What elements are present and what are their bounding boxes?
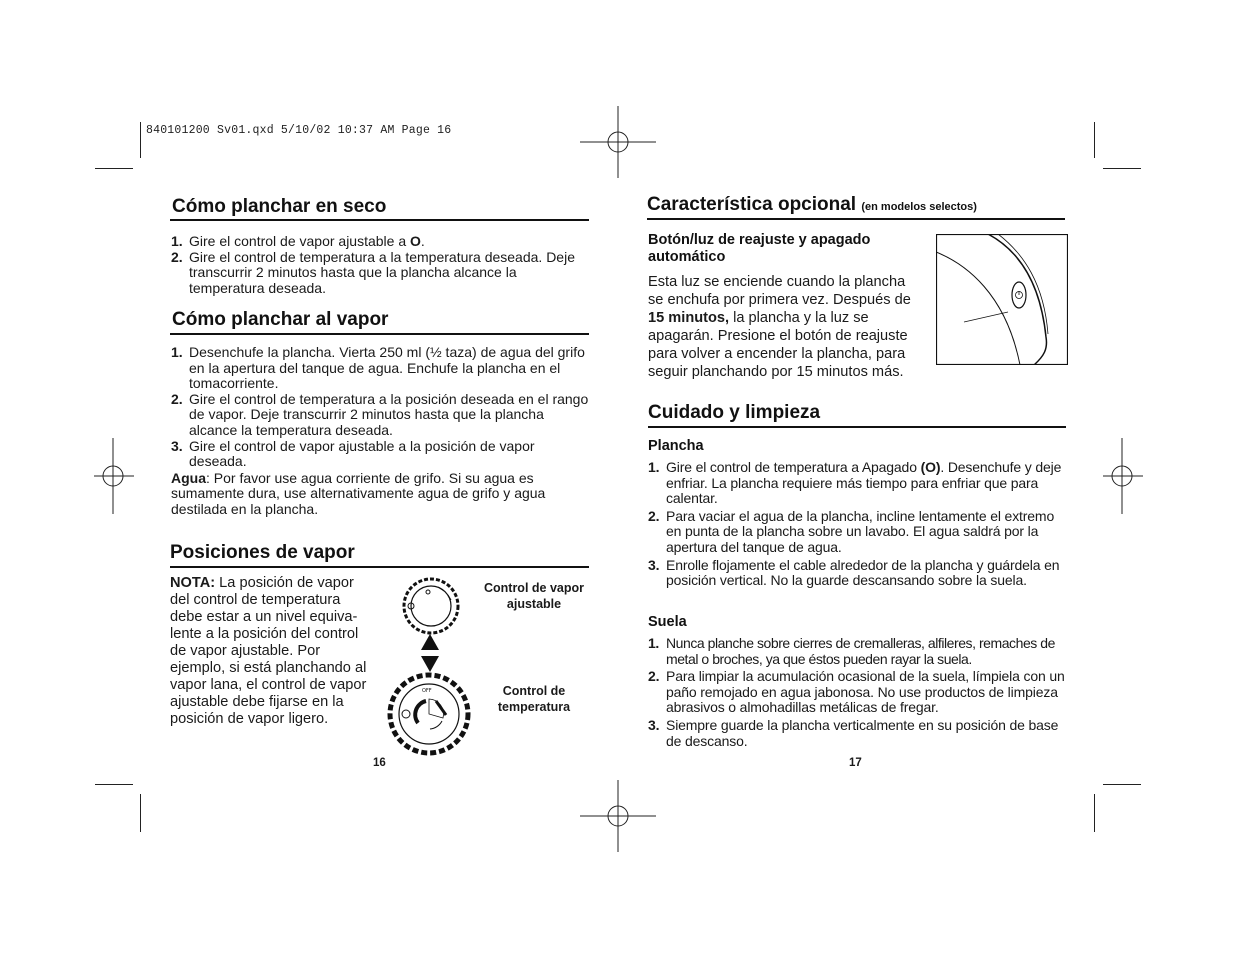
sole-subtitle: Suela bbox=[648, 614, 687, 630]
crop-mark bbox=[95, 168, 133, 169]
list-item: 2. Gire el control de temperatura a la posición deseada en el rango de vapor. Deje transcurrir 2 minutos hasta que la plancha alcance la temperatura deseada. bbox=[171, 390, 589, 438]
steam-control-label: Control de vapor ajustable bbox=[483, 581, 584, 611]
list-item: 2. Para vaciar el agua de la plancha, incline lentamente el extremo en punta de la plancha sobre un lavabo. El agua saldrá por la apertura del tanque de agua. bbox=[648, 507, 1055, 555]
section-rule bbox=[648, 426, 1066, 428]
list-item: 2. Gire el control de temperatura a la temperatura deseada. Deje transcurrir 2 minutos hasta que la plancha alcance la temperatura deseada. bbox=[171, 248, 575, 296]
iron-reset-button-illustration bbox=[936, 234, 1068, 365]
iron-list bbox=[648, 460, 1068, 589]
crop-mark bbox=[1094, 122, 1095, 158]
registration-mark-icon bbox=[94, 438, 134, 514]
slug-line: 840101200 Sv01.qxd 5/10/02 10:37 AM Page 16 bbox=[146, 124, 452, 137]
list-item: 1. Gire el control de vapor ajustable a O. bbox=[171, 233, 425, 249]
list-item: 1. Nunca planche sobre cierres de cremalleras, alfileres, remaches de metal o broches, ya que éstos pueden rayar la suela. bbox=[648, 635, 1055, 667]
page-number-right: 17 bbox=[849, 757, 862, 769]
section-rule bbox=[170, 333, 589, 335]
positions-note: NOTA: La posición de vapor del control de temperatura debe estar a un nivel equiva-lente a la posición del control de vapor ajustable. Por ejemplo, si está planchando al vapor lana, el control de vapor ajustable debe fijarse en la posición de vapor ligero. bbox=[170, 575, 367, 727]
section-rule bbox=[647, 218, 1065, 220]
section-rule bbox=[170, 219, 589, 221]
crop-mark bbox=[1094, 794, 1095, 832]
list-item: 1. Gire el control de temperatura a Apagado (O). Desenchufe y deje enfriar. La plancha requiere más tiempo para enfriar que para calentar. bbox=[648, 459, 1062, 507]
crop-mark bbox=[1103, 784, 1141, 785]
crop-mark bbox=[140, 794, 141, 832]
water-note: Agua: Por favor use agua corriente de grifo. Si su agua es sumamente dura, use alternativamente agua de grifo y agua destilada en la plancha. bbox=[171, 469, 546, 517]
sole-list bbox=[648, 636, 1068, 749]
up-down-arrows-icon bbox=[418, 632, 442, 674]
section-title-feature: Característica opcional (en modelos selectos) bbox=[647, 194, 977, 215]
section-title-care: Cuidado y limpieza bbox=[648, 402, 821, 423]
list-item: 1. Desenchufe la plancha. Vierta 250 ml (½ taza) de agua del grifo en la apertura del tanque de agua. Enchufe la plancha en el tomacorriente. bbox=[171, 344, 585, 392]
iron-subtitle: Plancha bbox=[648, 438, 704, 454]
list-item: 3. Gire el control de vapor ajustable a la posición de vapor deseada. bbox=[171, 437, 535, 470]
feature-subtitle: Botón/luz de reajuste y apagado automático bbox=[648, 232, 871, 265]
page-number-left: 16 bbox=[373, 757, 386, 769]
temperature-control-label: Control de temperatura bbox=[497, 684, 571, 714]
steam-dial-icon bbox=[400, 575, 462, 637]
svg-text:OFF: OFF bbox=[422, 688, 432, 694]
dry-list bbox=[171, 234, 591, 296]
crop-mark bbox=[1103, 168, 1141, 169]
section-title-steam: Cómo planchar al vapor bbox=[172, 309, 389, 330]
crop-mark bbox=[140, 122, 141, 158]
registration-mark-icon bbox=[1103, 438, 1143, 514]
crop-mark bbox=[95, 784, 133, 785]
temperature-dial-icon bbox=[386, 671, 472, 757]
feature-paragraph: Esta luz se enciende cuando la plancha se enchufa por primera vez. Después de 15 minutos, la plancha y la luz se apagarán. Presione el botón de reajuste para volver a encender la plancha, para seguir planchando por 15 minutos más. bbox=[648, 274, 911, 380]
list-item: 3. Enrolle flojamente el cable alrededor de la plancha y guárdela en posición vertical. No la guarde descansando sobre la suela. bbox=[648, 556, 1060, 589]
section-title-positions: Posiciones de vapor bbox=[170, 542, 355, 563]
section-title-dry: Cómo planchar en seco bbox=[172, 196, 387, 217]
registration-mark-icon bbox=[580, 780, 656, 856]
steam-list bbox=[171, 345, 591, 518]
list-item: 2. Para limpiar la acumulación ocasional de la suela, límpiela con un paño remojado en agua jabonosa. No use productos de limpieza abrasivos o almohadillas metálicas de fregar. bbox=[648, 668, 1065, 716]
section-rule bbox=[170, 566, 589, 568]
registration-mark-icon bbox=[580, 106, 656, 182]
list-item: 3. Siempre guarde la plancha verticalmente en su posición de base de descanso. bbox=[648, 716, 1059, 749]
